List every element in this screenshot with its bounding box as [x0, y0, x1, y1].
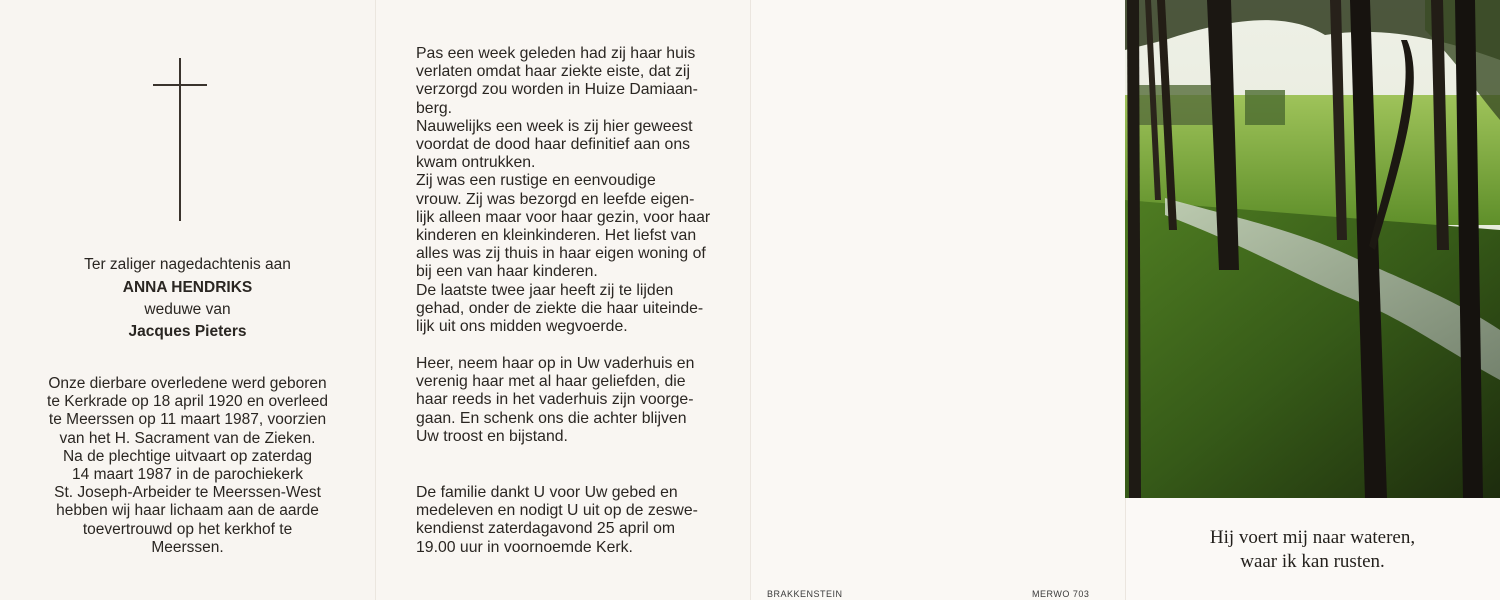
- bio-line: Onze dierbare overledene werd geboren: [48, 375, 327, 392]
- bio-line: St. Joseph-Arbeider te Meerssen-West: [54, 484, 321, 502]
- bio-line: hebben wij haar lichaam aan de aarde: [56, 502, 319, 520]
- fold-line: [375, 0, 376, 600]
- paragraph-line: lijk alleen maar voor haar gezin, voor haar: [416, 208, 711, 226]
- printer-name: BRAKKENSTEIN: [767, 589, 843, 599]
- biography: [0, 375, 375, 557]
- prayer-line: Heer, neem haar op in Uw vaderhuis en: [416, 355, 695, 372]
- deceased-name: ANNA HENDRIKS: [122, 279, 253, 296]
- bio-line: van het H. Sacrament van de Zieken.: [59, 429, 316, 447]
- prayer-line: Uw troost en bijstand.: [416, 427, 568, 445]
- thanks-line: kendienst zaterdagavond 25 april om: [416, 520, 676, 538]
- bio-line: Meerssen.: [151, 538, 224, 556]
- bio-line: te Kerkrade op 18 april 1920 en overleed: [47, 393, 328, 411]
- paragraph-line: Zij was een rustige en eenvoudige: [416, 172, 656, 190]
- verse-line: waar ik kan rusten.: [1240, 551, 1385, 572]
- paragraph-line: berg.: [416, 99, 453, 117]
- prayer-line: haar reeds in het vaderhuis zijn voorge-: [416, 391, 694, 409]
- widow-of-label: weduwe van: [144, 301, 231, 318]
- prayer-line: verenig haar met al haar geliefden, die: [416, 373, 686, 391]
- card-panel-blank: [750, 0, 1125, 600]
- bio-line: Na de plechtige uitvaart op zaterdag: [62, 447, 313, 465]
- paragraph-line: lijk uit ons midden wegvoerde.: [416, 318, 628, 336]
- memorial-intro: Ter zaliger nagedachtenis aan: [84, 256, 291, 273]
- paragraph-line: verzorgd zou worden in Huize Damiaan-: [416, 81, 698, 99]
- prayer-line: gaan. En schenk ons die achter blijven: [416, 409, 687, 427]
- bio-line: te Meerssen op 11 maart 1987, voorzien: [48, 411, 327, 429]
- verse-line: Hij voert mij naar wateren,: [1209, 527, 1416, 548]
- paragraph-line: verlaten omdat haar ziekte eiste, dat zij: [416, 63, 690, 81]
- fold-line: [750, 0, 751, 600]
- paragraph-line: vrouw. Zij was bezorgd en leefde eigen-: [416, 190, 695, 208]
- paragraph-line: De laatste twee jaar heeft zij te lijden: [416, 281, 674, 299]
- prayer-paragraph: [416, 355, 736, 446]
- thanks-line: De familie dankt U voor Uw gebed en: [416, 484, 678, 501]
- paragraph-line: bij een van haar kinderen.: [416, 263, 598, 281]
- print-code: MERWO 703: [1032, 589, 1090, 599]
- paragraph-line: kwam ontrukken.: [416, 154, 536, 172]
- paragraph-line: voordat de dood haar definitief aan ons: [416, 136, 691, 154]
- paragraph-line: alles was zij thuis in haar eigen woning of: [416, 245, 706, 263]
- husband-name: Jacques Pieters: [128, 323, 247, 340]
- bio-line: 14 maart 1987 in de parochiekerk: [72, 466, 303, 484]
- thanks-line: 19.00 uur in voornoemde Kerk.: [416, 538, 633, 556]
- thanks-paragraph: [416, 484, 736, 557]
- paragraph-line: Nauwelijks een week is zij hier geweest: [416, 117, 693, 135]
- thanks-line: medeleven en nodigt U uit op de zeswe-: [416, 502, 698, 520]
- paragraph-line: kinderen en kleinkinderen. Het liefst van: [416, 227, 697, 245]
- memorial-paragraph: [416, 45, 736, 336]
- paragraph-line: gehad, onder de ziekte die haar uiteinde-: [416, 299, 704, 317]
- paragraph-line: Pas een week geleden had zij haar huis: [416, 45, 696, 62]
- landscape-photo: [1125, 0, 1500, 498]
- bio-line: toevertrouwd op het kerkhof te: [82, 520, 293, 538]
